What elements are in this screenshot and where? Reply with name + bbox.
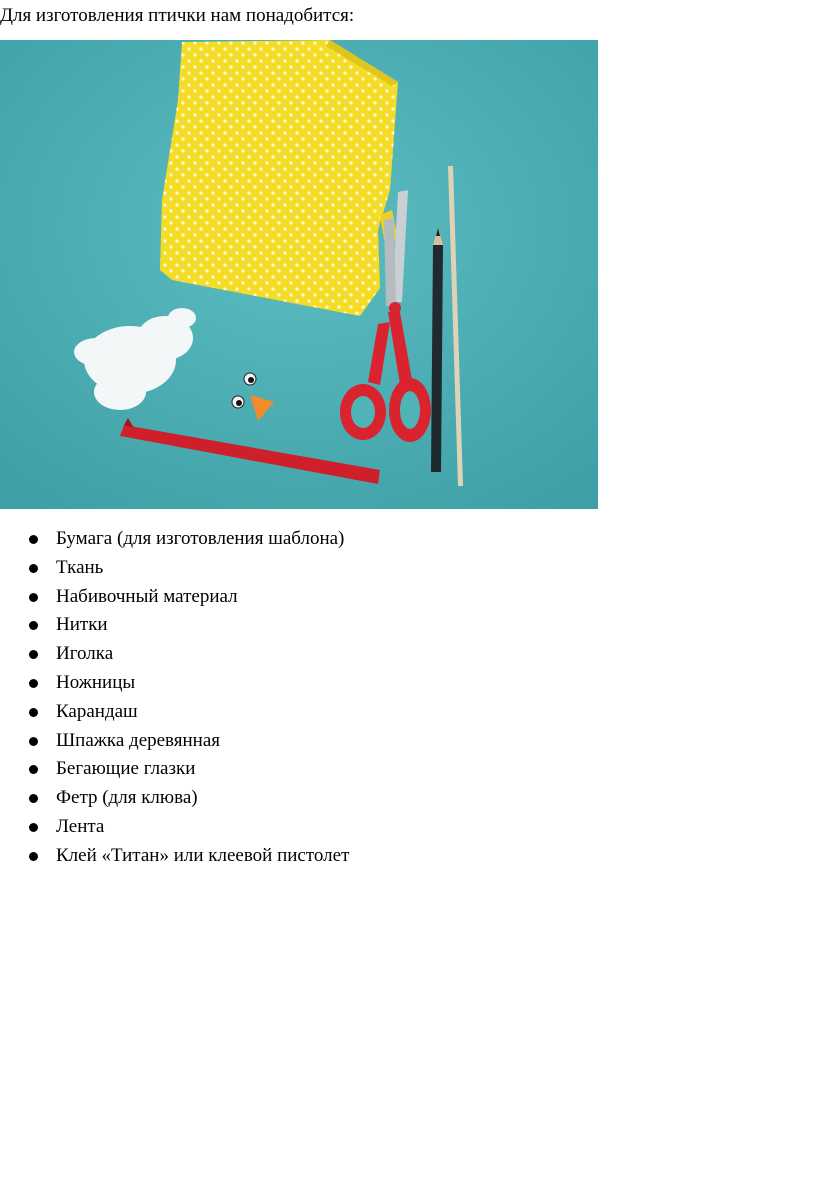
bullet-icon xyxy=(29,794,38,803)
list-item-label: Бумага (для изготовления шаблона) xyxy=(56,528,345,549)
list-item-label: Бегающие глазки xyxy=(56,758,196,780)
list-item xyxy=(0,525,349,554)
materials-list xyxy=(0,525,349,871)
yellow-fabric xyxy=(160,40,398,316)
list-item xyxy=(0,755,349,784)
list-item-label: Лента xyxy=(56,815,105,837)
bullet-icon xyxy=(29,737,38,746)
list-item xyxy=(0,669,349,698)
list-item-label: Ножницы xyxy=(56,671,136,693)
list-item-label: Иголка xyxy=(56,643,114,665)
bullet-icon xyxy=(29,593,38,602)
bullet-icon xyxy=(29,535,38,544)
list-item-label: Карандаш xyxy=(56,700,138,722)
bullet-icon xyxy=(29,679,38,688)
list-item xyxy=(0,813,349,842)
list-item xyxy=(0,842,349,871)
list-item xyxy=(0,583,349,612)
list-item xyxy=(0,554,349,583)
list-item xyxy=(0,784,349,813)
list-item-label: Набивочный материал xyxy=(56,585,238,607)
list-item xyxy=(0,698,349,727)
bullet-icon xyxy=(29,650,38,659)
page-heading: Для изготовления птички нам понадобится: xyxy=(0,5,355,26)
list-item-label: Нитки xyxy=(56,614,108,636)
list-item-label: Клей «Титан» или клеевой пистолет xyxy=(56,844,350,866)
bullet-icon xyxy=(29,708,38,717)
list-item xyxy=(0,640,349,669)
list-item-label: Фетр (для клюва) xyxy=(56,787,198,809)
materials-photo xyxy=(0,40,598,509)
bullet-icon xyxy=(29,621,38,630)
bullet-icon xyxy=(29,823,38,832)
bullet-icon xyxy=(29,852,38,861)
bullet-icon xyxy=(29,765,38,774)
list-item xyxy=(0,727,349,756)
bullet-icon xyxy=(29,564,38,573)
list-item xyxy=(0,611,349,640)
list-item-label: Шпажка деревянная xyxy=(56,729,221,751)
list-item-label: Ткань xyxy=(56,556,104,578)
